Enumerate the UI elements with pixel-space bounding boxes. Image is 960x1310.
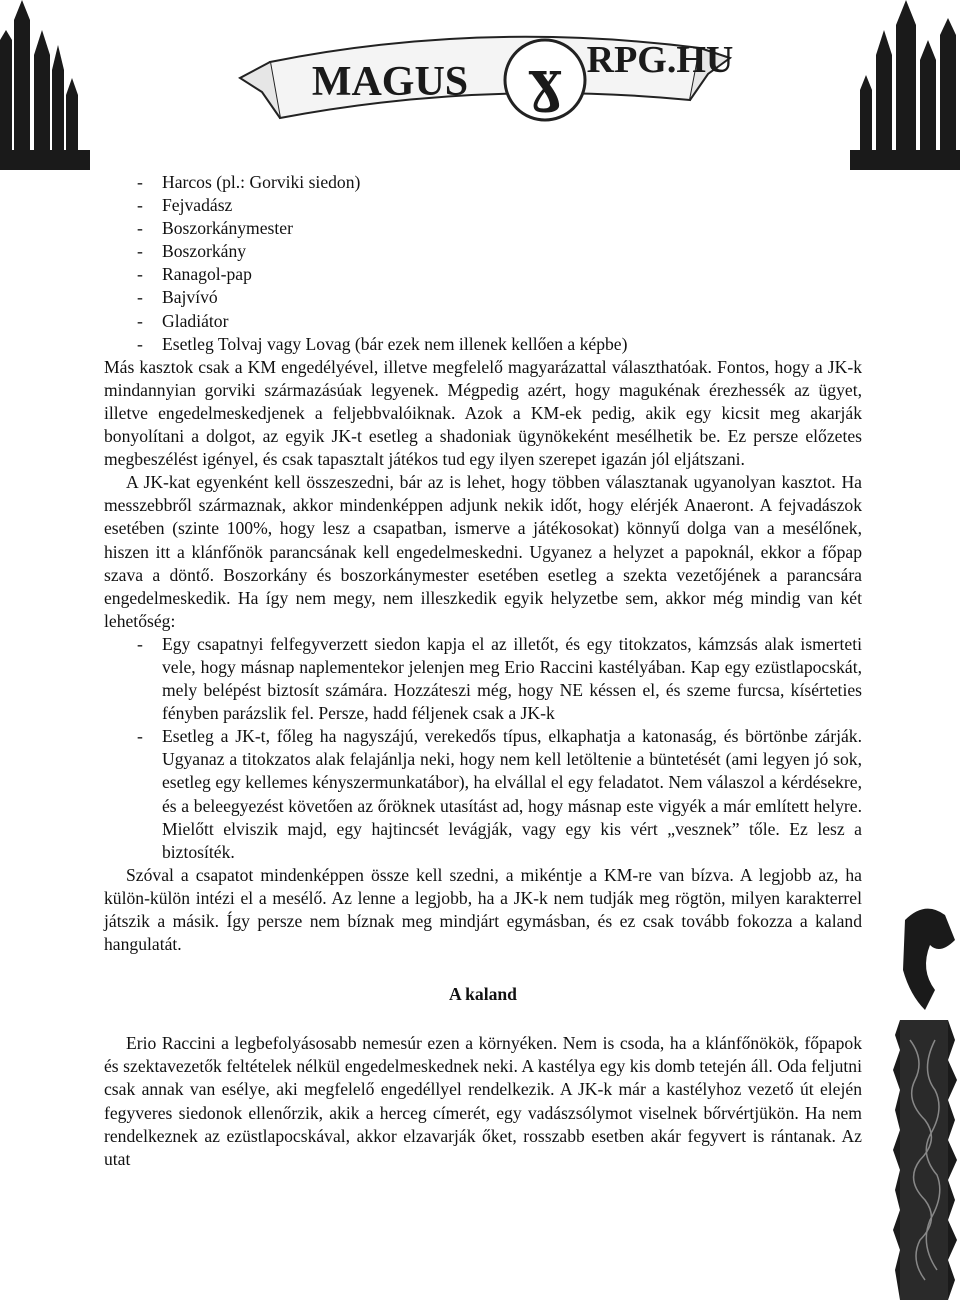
class-list <box>137 171 862 356</box>
list-item: - Bajvívó <box>137 286 862 309</box>
option-item: - Esetleg a JK-t, főleg ha nagyszájú, verekedős típus, elkaphatja a katonaság, és börtönbe zárják. Ugyanaz a titokzatos alak felajánlja neki, hogy nem kell letöltenie a büntetését (ami legyen jó sok, esetleg egy kellemes kényszermunkatábor), ha elvállal el egy feladatot. Nem válaszol a kérdésekre, és a beleegyezést követően az őröknek utasítást ad, hogy másnap este vigyék a már említett helyre. Mielőtt elviszik majd, egy hajtincsét levágják, vagy egy kis vért „vesznek” tőle. Ez lesz a biztosíték. <box>137 725 862 864</box>
logo-emblem: ɣ <box>528 48 562 114</box>
list-item: - Gladiátor <box>137 310 862 333</box>
section-heading: A kaland <box>449 984 517 1005</box>
options-list <box>137 633 862 864</box>
list-item: - Boszorkánymester <box>137 217 862 240</box>
list-item: - Esetleg Tolvaj vagy Lovag (bár ezek nem illenek kellően a képbe) <box>137 333 862 356</box>
paragraph-gathering: A JK-kat egyenként kell összeszedni, bár az is lehet, hogy többen választanak ugyanolyan kasztot. Ha messzebbről származnak, akkor mindenképpen adjunk nekik időt, hogy elérjék Anaeront. A fejvadászok esetében (szinte 100%, hogy lesz a csapatban, ismerve a játékosokat) könnyű dolga van a mesélőnek, hiszen itt a klánfőnök parancsának kell engedelmeskedni. Ugyanez a helyzet a papoknál, ekkor a főpap szava a döntő. Boszorkány és boszorkánymester esetében esetleg a szekta vezetőjének a parancsára engedelmeskedik. Ha így nem megy, nem illeszkedik egyik helyzetbe sem, akkor még mindig van két lehetőség: <box>104 472 862 631</box>
paragraph-summary: Szóval a csapatot mindenképpen össze kell szedni, a mikéntje a KM-re van bízva. A legjobb az, ha külön-külön intézi el a mesélő. Az lenne a legjobb, ha a JK-k nem tudják meg rögtön, milyen karakterrel játszik a másik. Így persze nem bíznak meg mindjárt egymásban, és ez csak tovább fokozza a kaland hangulatát. <box>104 864 862 955</box>
paragraph-other-classes: Más kasztok csak a KM engedélyével, illetve megfelelő magyarázattal választhatóak. Fontos, hogy a JK-k mindannyian gorviki származásúak legyenek. Mégpedig azért, hogy magukénak érezhessék az ügyet, illetve engedelmeskedjenek a feljebbvalóiknak. Azok a KM-ek pedig, akik egy kicsit meg akarják bonyolítani a dolgot, az egyik JK-t esetleg a shadoniak ügynökeként mesélhetik be. Ez persze előzetes megbeszélést igényel, és csak tapasztalt játékos tud egy ilyen szerepet igazán jól eljátszani. <box>104 356 862 470</box>
header-banner <box>0 0 960 170</box>
logo-left-text: MAGUS <box>311 59 469 105</box>
document-body <box>104 171 862 1171</box>
option-item: - Egy csapatnyi felfegyverzett siedon kapja el az illetőt, és egy titokzatos, kámzsás alak ismerteti vele, hogy másnap naplementekor jelenjen meg Erio Raccini kastélyában. Kap egy ezüstlapocskát, mely belépést biztosít számára. Hozzáteszi még, hogy NE késsen el, és szeme furcsa, kísérteties fényben parázslik fel. Persze, hadd féljenek csak a JK-k <box>137 633 862 725</box>
right-castle-art <box>850 0 960 170</box>
list-item: - Fejvadász <box>137 194 862 217</box>
list-item: - Boszorkány <box>137 240 862 263</box>
logo-right-text: RPG.HU <box>586 39 734 81</box>
list-item: - Ranagol-pap <box>137 263 862 286</box>
side-border-art <box>885 900 960 1310</box>
left-castle-art <box>0 0 90 170</box>
paragraph-adventure: Erio Raccini a legbefolyásosabb nemesúr ezen a környéken. Nem is csoda, ha a klánfőnökök, főpapok és szektavezetők feltételek nélkül engedelmeskednek neki. A kastélya egy kis domb tetején áll. Oda feljutni csak annak van esélye, aki megfelelő engedéllyel rendelkezik. A JK-k már a kastélyhoz vezető út elején fegyveres siedonok ellenőrzik, akik a herceg címerét, egy vadászsólymot viselnek bőrvértjükön. Ha nem rendelkeznek az ezüstlapocskával, akkor elzavarják őket, rosszabb esetben akár fegyvert is rántanak. Az utat <box>104 1033 862 1169</box>
list-item: - Harcos (pl.: Gorviki siedon) <box>137 171 862 194</box>
